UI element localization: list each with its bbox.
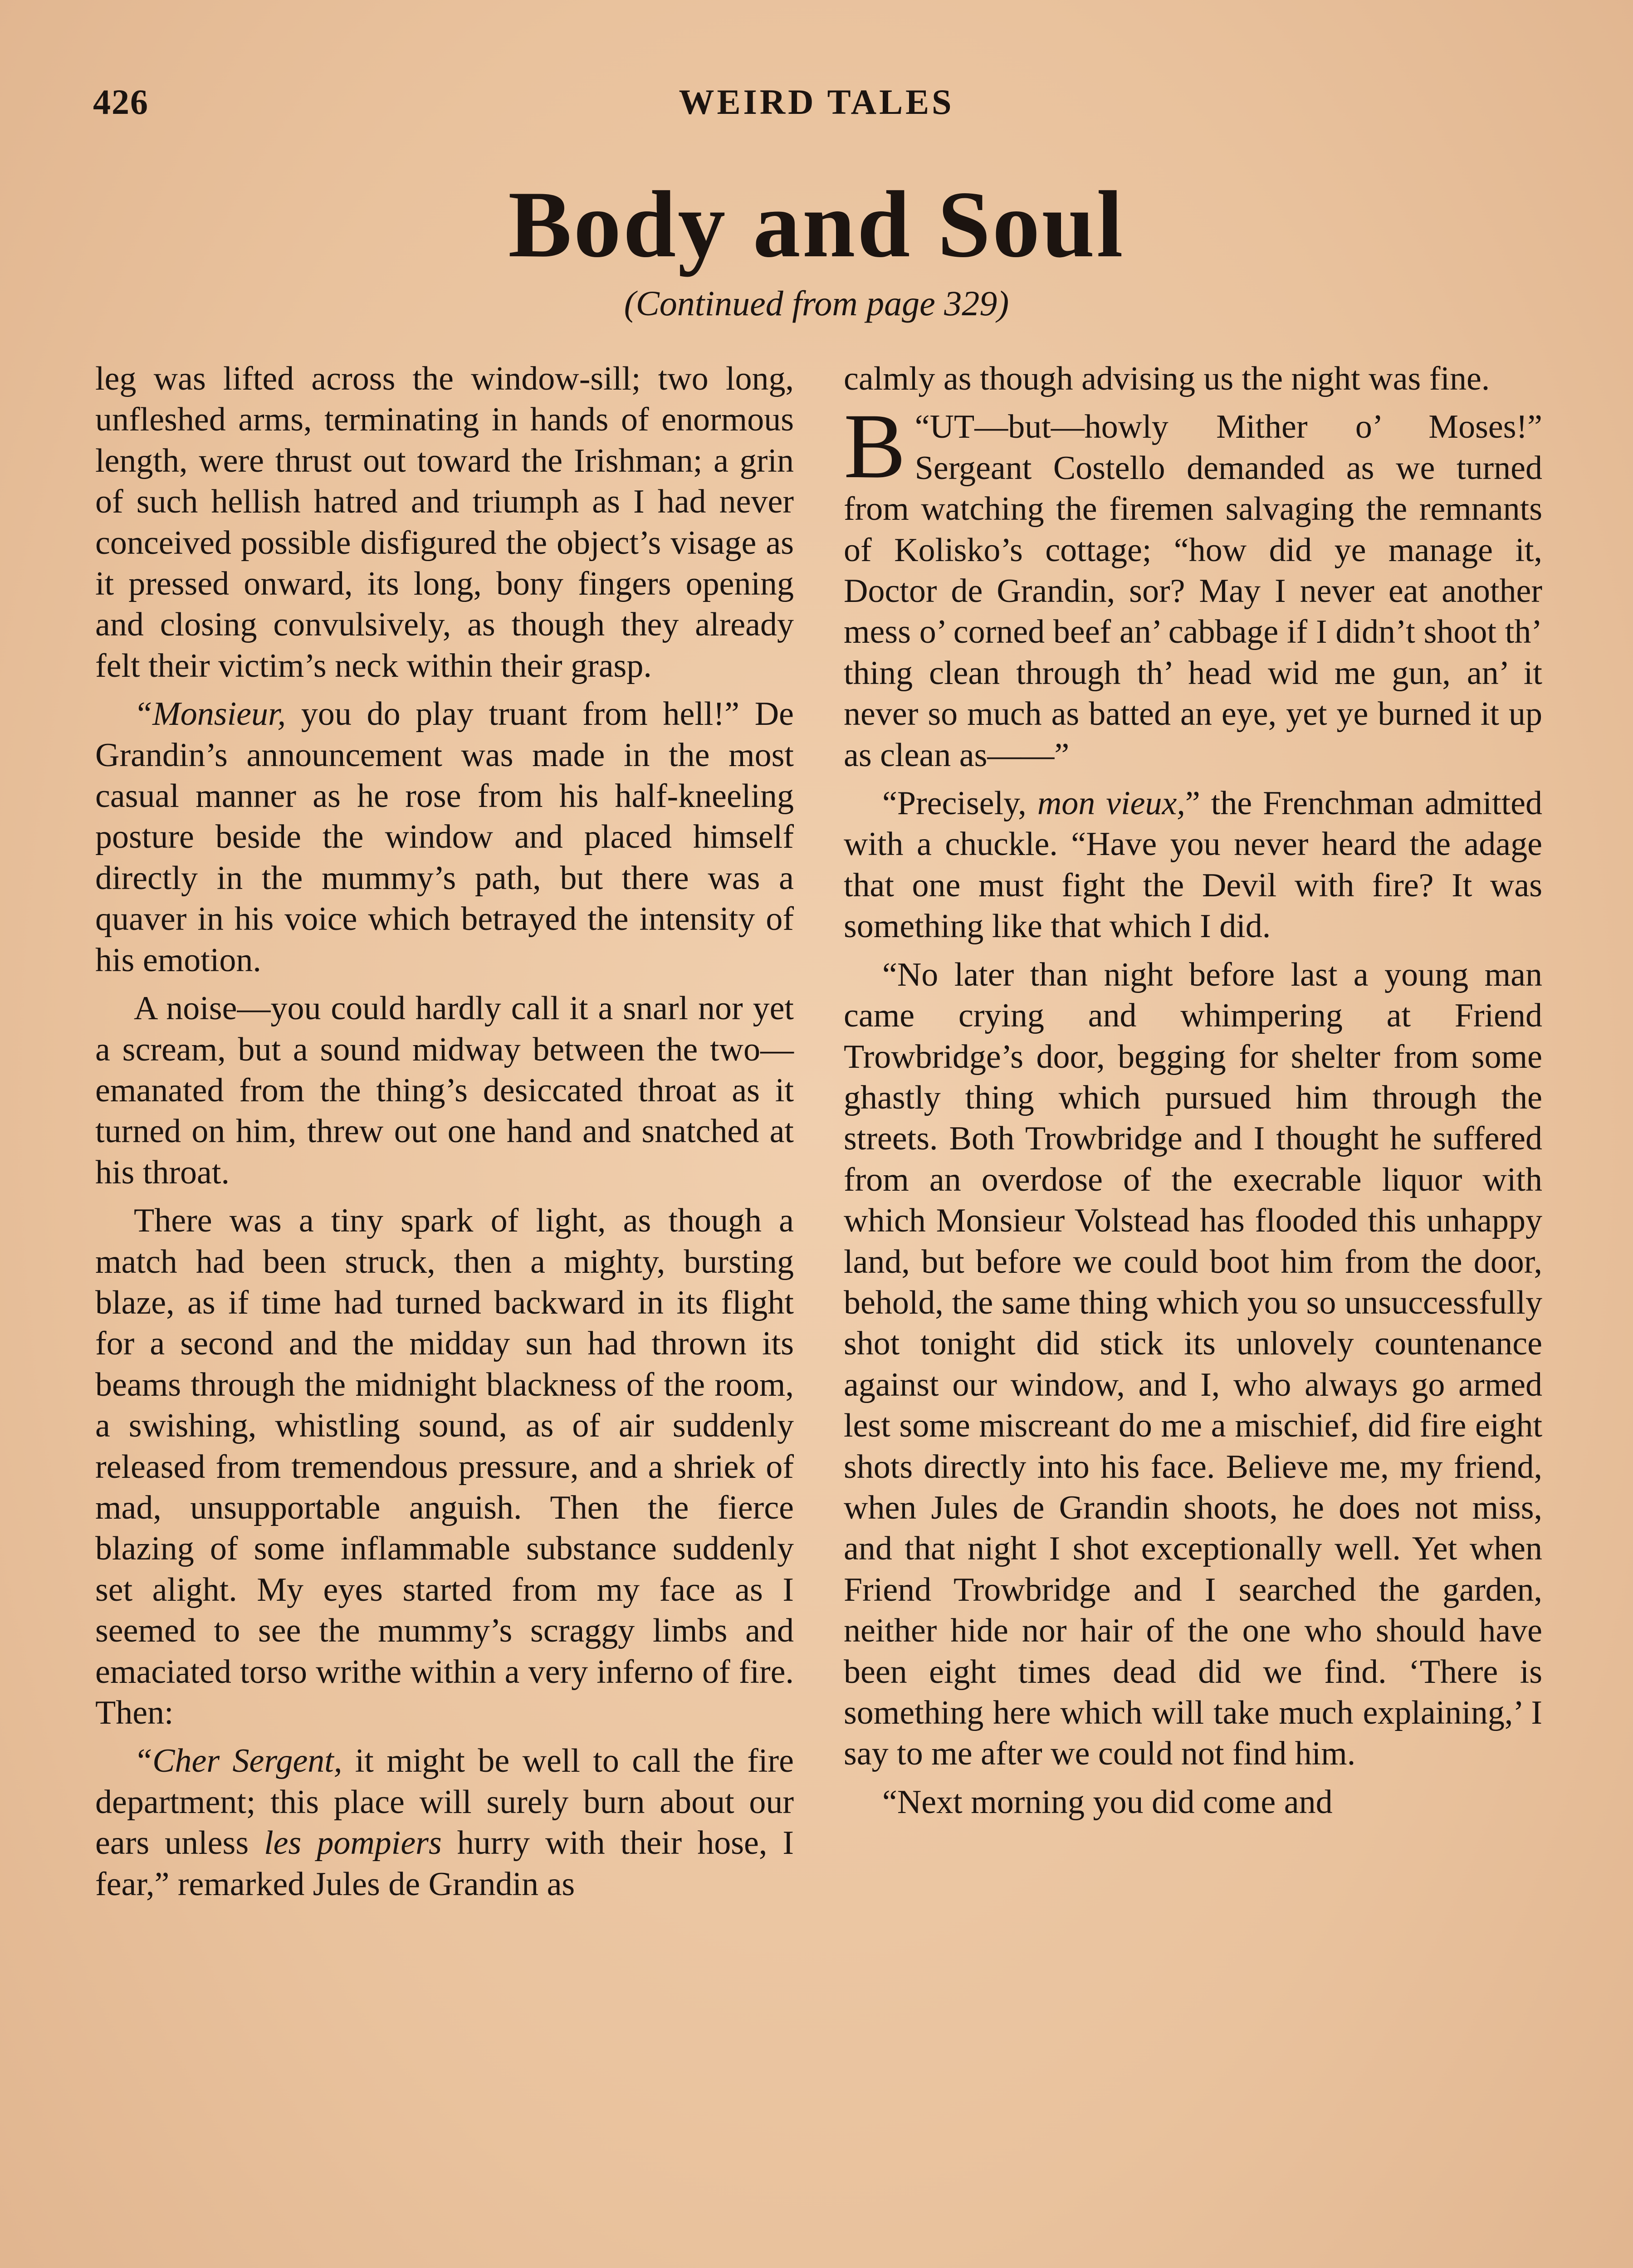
italic-phrase: mon vieux,	[1037, 785, 1185, 822]
running-title: WEIRD TALES	[679, 82, 954, 122]
right-column	[844, 358, 1542, 1830]
paragraph-text: UT—but—howly Mither o’ Moses!” Sergeant Costello demanded as we turned from watching the firemen salvaging the remnants of Kolisko’s cottage; “how did ye manage it, Doctor de Grandin, sor? May I never eat another mess o’ corned beef an’ cabbage if I didn’t shoot th’ thing clean through th’ head wid me gun, an’ it never so much as batted an eye, yet ye burned it up as clean as——”	[844, 408, 1542, 774]
italic-phrase: “Cher Sergent,	[134, 1742, 342, 1780]
page-header	[93, 82, 1540, 132]
paragraph: calmly as though advising us the night was fine.	[844, 360, 1490, 397]
paragraph-text: you do play truant from hell!” De Grandin’s announcement was made in the most casual manner as he rose from his half-kneeling posture beside the window and placed himself directly in the mummy’s path, but there was a quaver in his voice which betrayed the intensity of his emotion.	[95, 695, 794, 979]
paragraph: leg was lifted across the window-sill; two long, unfleshed arms, terminating in hands of enormous length, were thrust out toward the Irishman; a grin of such hellish hatred and triumph as I had never conceived possible disfigured the object’s visage as it pressed onward, its long, bony fingers opening and closing convulsively, as though they already felt their victim’s neck within their grasp.	[95, 360, 794, 684]
paragraph: “No later than night before last a young man came crying and whimpering at Friend Trowbridge’s door, begging for shelter from some ghastly thing which pursued him through the streets. Both Trowbridge and I thought he suffered from an overdose of the execrable liquor with which Monsieur Volstead has flooded this unhappy land, but before we could boot him from the door, behold, the same thing which you so unsuccessfully shot tonight did stick its unlovely countenance against our window, and I, who always go armed lest some miscreant do me a mischief, did fire eight shots directly into his face. Believe me, my friend, when Jules de Grandin shoots, he does not miss, and that night I shot exceptionally well. Yet when Friend Trowbridge and I searched the garden, neither hide nor hair of the one who should have been eight times dead did we find. ‘There is something here which will take much explaining,’ I say to me after we could not find him.	[844, 956, 1542, 1773]
italic-phrase: les pompiers	[264, 1824, 442, 1862]
paragraph: “ B UT—but—howly Mither o’ Moses!” Sergeant Costello demanded as we turned from watching the firemen salvaging the remnants of Kolisko’s cottage; “how did ye manage it, Doctor de Grandin, sor? May I never eat another mess o’ corned beef an’ cabbage if I didn’t shoot th’ thing clean through th’ head wid me gun, an’ it never so much as batted an eye, yet ye burned it up as clean as——”	[844, 395, 1542, 774]
italic-phrase: “Monsieur,	[134, 695, 286, 733]
paragraph	[95, 694, 794, 981]
paragraph: There was a tiny spark of light, as though a match had been struck, then a mighty, bursting blaze, as if time had turned backward in its flight for a second and the midday sun had thrown its beams through the midnight blackness of the room, a swishing, whistling sound, as of air suddenly released from tremendous pressure, and a shriek of mad, unsupportable anguish. Then the fierce blazing of some inflammable substance suddenly set alight. My eyes started from my face as I seemed to see the mummy’s scraggy limbs and emaciated torso writhe within a very inferno of fire. Then:	[95, 1202, 794, 1731]
paragraph: A noise—you could hardly call it a snarl nor yet a scream, but a sound midway between the two—emanated from the thing’s desiccated throat as it turned on him, threw out one hand and snatched at his throat.	[95, 990, 794, 1191]
paragraph-text: hurry with their hose, I fear,” remarked Jules de Grandin as	[95, 1824, 794, 1903]
drop-cap: B	[844, 395, 906, 498]
page-number: 426	[93, 82, 149, 122]
left-column	[95, 358, 794, 1912]
paragraph-text: it might be well to call the fire department; this place will surely burn about our ears unless	[95, 1742, 794, 1862]
paragraph: “Next morning you did come and	[882, 1783, 1333, 1821]
paragraph-text: ” the Frenchman admitted with a chuckle. “Have you never heard the adage that one must fight the Devil with fire? It was something like that which I did.	[844, 785, 1542, 945]
story-title: Body and Soul	[508, 172, 1125, 277]
paragraph-text: “Precisely,	[882, 785, 1037, 822]
paragraph	[844, 783, 1542, 947]
paragraph	[95, 1740, 794, 1905]
continuation-note: (Continued from page 329)	[624, 284, 1009, 323]
